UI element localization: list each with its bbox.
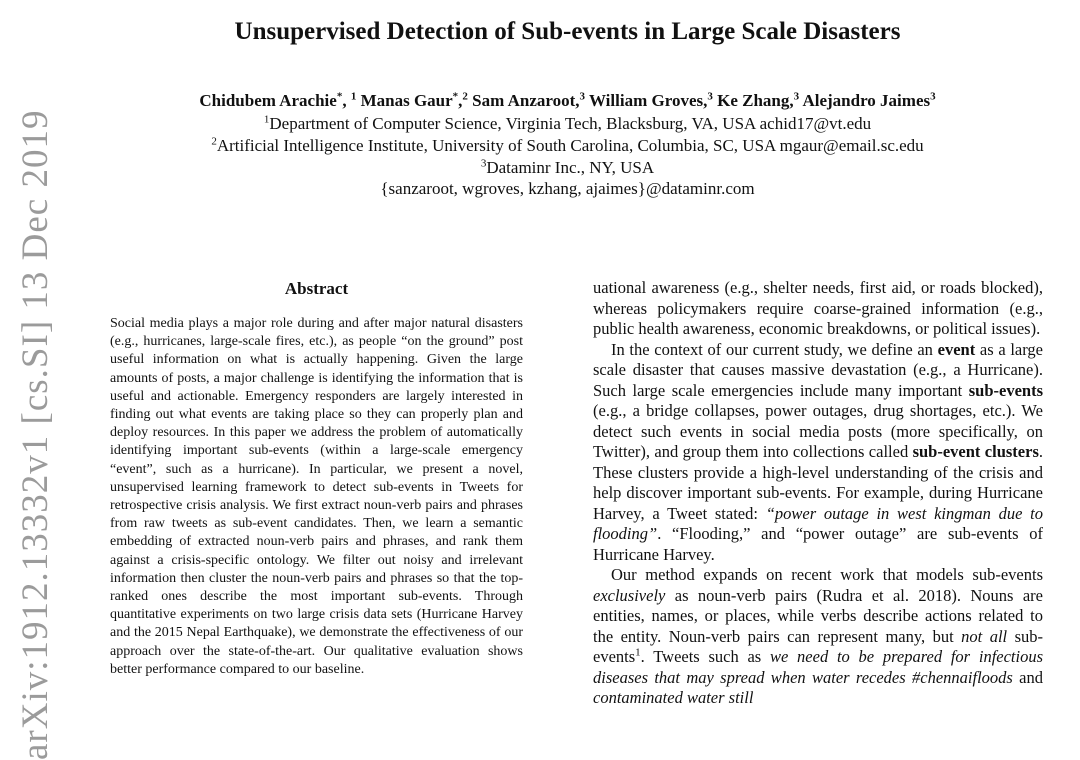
author-affiliation-number: 3 [707, 90, 713, 103]
affiliation-number: 2 [211, 135, 217, 148]
author-name: Chidubem Arachie [199, 91, 337, 110]
tweet-quote: “power outage in west kingman due to flooding” [593, 503, 1044, 543]
author-affiliation-number: 1 [350, 90, 357, 103]
body-text: as noun-verb pairs (Rudra et al. 2018). Nouns are entities, names, or places, while verbs describe actions related to the entity. Noun-verb pairs can represent many, but [593, 585, 1043, 646]
author-affiliation-number: 3 [793, 90, 800, 103]
affiliation-3 [0, 157, 1080, 179]
author-list: Chidubem Arachie*, $^1$ Manas Gaur*,$^2$ Sam Anzaroot,$^3$ William Groves,$^3$ Ke Zhang,$^3$ Alejandro Jaimes$^3$ [199, 90, 936, 110]
keyword-sub-events: sub-events [968, 380, 1043, 400]
body-text: . These clusters provide a high-level understanding of the crisis and help discover important sub-events. For example, during Hurricane Harvey, a Tweet stated: [593, 442, 1043, 523]
author-affiliation-number: 2 [462, 90, 468, 103]
emphasis-text: not all [961, 626, 1008, 646]
affiliation-1 [0, 113, 1080, 135]
emphasis-text: exclusively [593, 585, 666, 605]
body-text: as a large scale disaster that causes massive devastation (e.g., a Hurricane). Such large scale emergencies include many important [593, 339, 1044, 400]
paper-title: Unsupervised Detection of Sub-events in Large Scale Disasters [234, 18, 901, 45]
author-name: Alejandro Jaimes [802, 91, 931, 110]
author-name: Sam Anzaroot [472, 91, 576, 110]
arxiv-stamp: arXiv:1912.13332v1 [cs.SI] 13 Dec 2019 [15, 109, 56, 760]
affiliation-text: Department of Computer Science, Virginia Tech, Blacksburg, VA, USA achid17@vt.edu [269, 114, 872, 133]
tweet-quote: we need to be prepared for infectious diseases that may spread when water recedes #chennaifloods [593, 647, 1044, 687]
author-mark: * [452, 90, 459, 103]
affiliation-number: 3 [480, 157, 487, 170]
body-text: . Tweets such as [640, 647, 770, 666]
right-column-body [593, 278, 1043, 709]
body-text: In the context of our current study, we define an [611, 339, 938, 359]
affiliation-2 [0, 135, 1080, 157]
author-affiliation-number: 3 [579, 90, 586, 103]
author-name: Ke Zhang [717, 91, 790, 110]
affiliation-text: Dataminr Inc., NY, USA [486, 158, 655, 177]
affiliation-text: Artificial Intelligence Institute, University of South Carolina, Columbia, SC, USA mgaur@email.sc.edu [216, 136, 924, 155]
abstract-heading: Abstract [284, 279, 349, 298]
author-separator: , [342, 91, 351, 110]
emails-line: {sanzaroot, wgroves, kzhang, ajaimes}@dataminr.com [380, 179, 755, 198]
author-affiliation-number: 3 [930, 90, 936, 103]
body-paragraph [593, 565, 1043, 709]
body-paragraph [593, 340, 1043, 566]
body-text: Our method expands on recent work that models sub-events [611, 565, 1043, 584]
footnote-marker: 1 [635, 646, 641, 659]
author-mark: * [336, 90, 343, 103]
tweet-quote: contaminated water still [593, 688, 754, 707]
author-name: William Groves [588, 91, 704, 110]
affiliation-number: 1 [263, 113, 270, 126]
abstract-text: Social media plays a major role during and after major natural disasters (e.g., hurricanes, large-scale fires, etc.), as people “on the ground” post useful information on what is actually happening. Given the large amounts of posts, a major challenge is identifying the information that is useful and actionable. Emergency responders are largely interested in finding out what events are taking place so they can properly plan and deploy resources. In this paper we address the problem of automatically identifying important sub-events (within a large-scale emergency “event”, such as a hurricane). In particular, we present a novel, unsupervised learning framework to detect sub-events in Tweets for retrospective crisis analysis. We first extract noun-verb pairs and phrases from raw tweets as sub-event candidates. Then, we learn a semantic embedding of extracted noun-verb pairs and phrases, and rank them against a crisis-specific ontology. We filter out noisy and irrelevant information then cluster the noun-verb pairs and phrases so that the top-ranked ones describe the most important sub-events. Through quantitative experiments on two large crisis data sets (Hurricane Harvey and the 2015 Nepal Earthquake), we demonstrate the effectiveness of our approach over the state-of-the-art. Our qualitative evaluation shows better performance compared to our baseline. [110, 316, 523, 677]
keyword-sub-event-clusters: sub-event clusters [912, 442, 1039, 461]
body-text: (e.g., a bridge collapses, power outages, drug shortages, etc.). We detect such events in social media posts (more specifically, on Twitter), and group them into collections called [593, 401, 1043, 461]
body-text: sub-events [593, 626, 1043, 666]
body-text: . “Flooding,” and “power outage” are sub-events of Hurricane Harvey. [593, 524, 1043, 564]
body-text: and [1012, 667, 1044, 687]
body-paragraph: uational awareness (e.g., shelter needs, first aid, or roads blocked), whereas policymakers require coarse-grained information (e.g., public health awareness, economic breakdowns, or political issues). [593, 278, 1043, 338]
author-name: Manas Gaur [360, 91, 453, 110]
keyword-event: event [937, 339, 976, 359]
